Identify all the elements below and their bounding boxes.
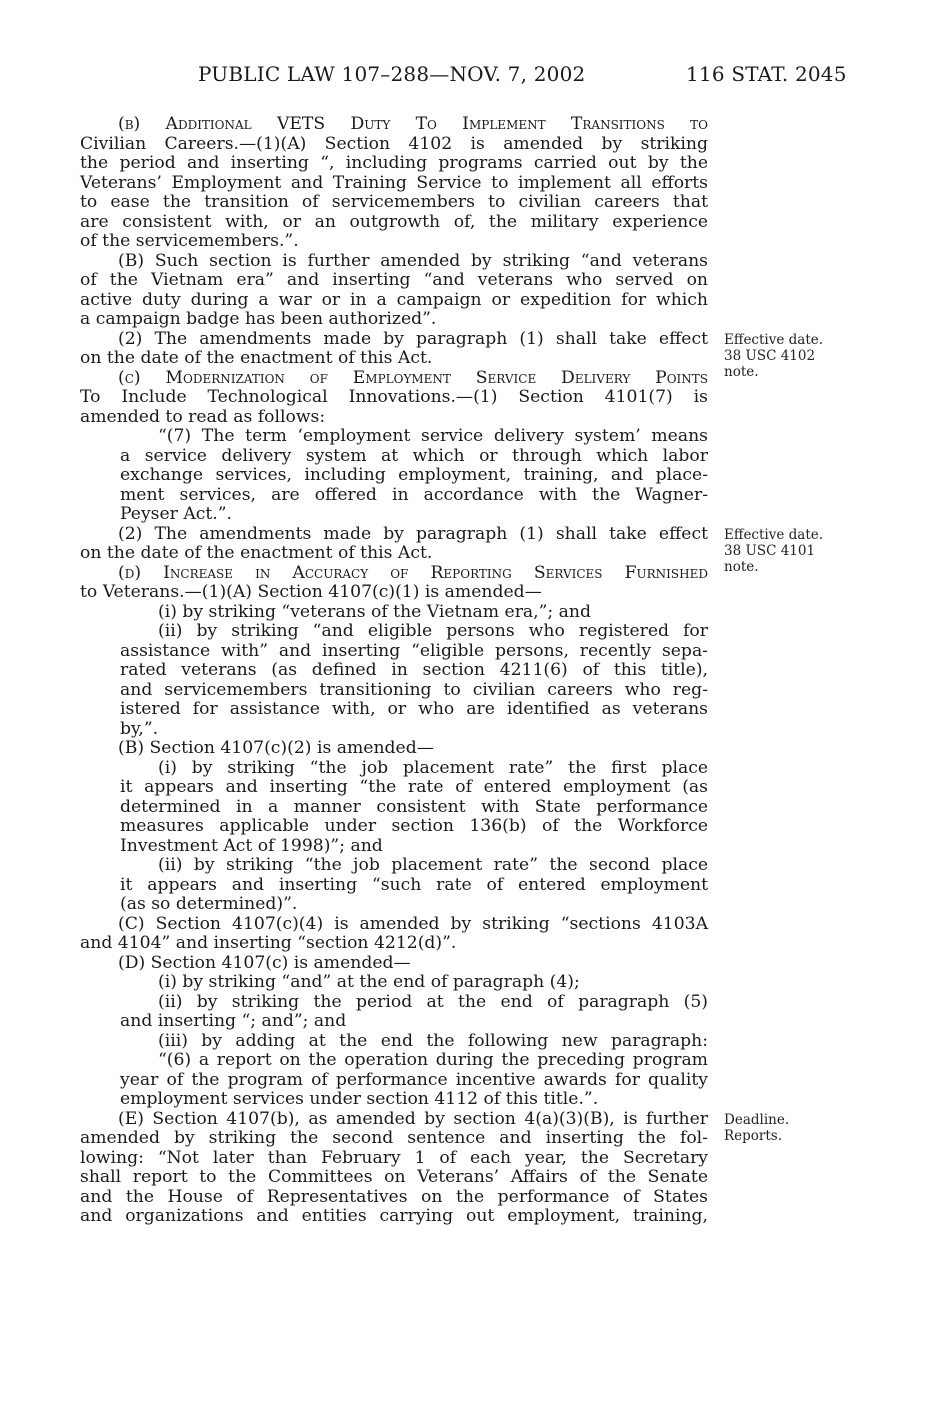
text-line: (i) by striking “and” at the end of paragraph (4); [158,972,580,992]
running-head-stat: 116 STAT. 2045 [686,62,847,86]
text-line: rated veterans (as defined in section 4211(6) of this title), [120,660,708,680]
text-line: measures applicable under section 136(b) of the Workforce [120,816,708,836]
margin-note-line: Deadline. [724,1111,790,1128]
text-line: a campaign badge has been authorized”. [80,309,437,329]
margin-note-line: 38 USC 4102 [724,347,816,364]
text-line: amended to read as follows: [80,406,326,427]
text-line: “(7) The term ‘employment service delivery system’ means [158,426,708,446]
text-line: a service delivery system at which or through which labor [120,445,708,466]
text-line: year of the program of performance incentive awards for quality [120,1069,708,1090]
text-line: (b) Additional VETS Duty To Implement Transitions to [118,114,708,134]
running-head-title: PUBLIC LAW 107–288—NOV. 7, 2002 [198,62,586,86]
text-line: and the House of Representatives on the performance of States [80,1186,708,1207]
text-line: (d) Increase in Accuracy of Reporting Services Furnished [118,562,708,583]
text-line: by,”. [120,718,159,739]
text-line: (B) Such section is further amended by striking “and veterans [118,250,708,271]
margin-note [724,527,823,575]
text-line: ment services, are offered in accordance with the Wagner- [120,484,708,505]
text-line: exchange services, including employment, training, and place- [120,465,708,485]
text-line: and servicemembers transitioning to civilian careers who reg- [120,679,708,700]
text-line: Veterans’ Employment and Training Service to implement all efforts [80,172,708,193]
text-line: it appears and inserting “the rate of entered employment (as [120,777,708,797]
text-line: (2) The amendments made by paragraph (1) shall take effect [118,328,708,349]
text-line: (c) Modernization of Employment Service Delivery Points [118,367,708,388]
text-line: and inserting “; and”; and [120,1011,347,1031]
text-line: lowing: “Not later than February 1 of each year, the Secretary [80,1147,708,1168]
text-line: of the Vietnam era” and inserting “and veterans who served on [80,270,708,290]
text-line: (ii) by striking the period at the end of paragraph (5) [158,991,708,1012]
text-line: (i) by striking “the job placement rate” the first place [158,757,708,778]
text-line: assistance with” and inserting “eligible persons, recently sepa- [120,640,708,661]
text-line: (C) Section 4107(c)(4) is amended by striking “sections 4103A [118,913,708,934]
text-line: shall report to the Committees on Veterans’ Affairs of the Senate [80,1167,708,1187]
margin-note [724,332,823,380]
text-line: to ease the transition of servicemembers to civilian careers that [80,192,708,212]
text-line: (E) Section 4107(b), as amended by section 4(a)(3)(B), is further [118,1108,708,1129]
text-line: on the date of the enactment of this Act. [80,543,433,563]
margin-note-line: note. [724,363,759,380]
text-line: employment services under section 4112 of this title.”. [120,1089,599,1109]
text-line: “(6) a report on the operation during the preceding program [158,1050,708,1070]
text-line: Civilian Careers.—(1)(A) Section 4102 is amended by striking [80,133,708,154]
text-line: (i) by striking “veterans of the Vietnam era,”; and [158,601,592,622]
text-line: (B) Section 4107(c)(2) is amended— [118,738,434,758]
text-line: the period and inserting “, including programs carried out by the [80,153,708,173]
text-line: active duty during a war or in a campaign or expedition for which [80,289,708,310]
text-line: (as so determined)”. [120,894,298,914]
text-line: it appears and inserting “such rate of entered employment [120,874,708,895]
text-line: (2) The amendments made by paragraph (1) shall take effect [118,523,708,544]
margin-note-line: Reports. [724,1127,783,1144]
margin-note-line: 38 USC 4101 [724,542,816,559]
text-line: Investment Act of 1998)”; and [120,835,383,856]
text-line: amended by striking the second sentence and inserting the fol- [80,1128,708,1148]
text-line: istered for assistance with, or who are identified as veterans [120,699,708,719]
margin-note-line: Effective date. [724,331,824,348]
text-line: (ii) by striking “the job placement rate” the second place [158,855,708,875]
text-line: Peyser Act.”. [120,504,233,524]
text-line: on the date of the enactment of this Act. [80,348,433,368]
statute-text [80,115,708,1227]
text-line: and 4104” and inserting “section 4212(d)”. [80,933,457,953]
text-line: To Include Technological Innovations.—(1) Section 4101(7) is [80,387,708,407]
text-line: (ii) by striking “and eligible persons who registered for [158,621,708,641]
text-line: to Veterans.—(1)(A) Section 4107(c)(1) is amended— [80,582,542,602]
text-line: determined in a manner consistent with State performance [120,796,708,817]
margin-note-line: note. [724,558,759,575]
text-line: (D) Section 4107(c) is amended— [118,952,411,973]
text-line: of the servicemembers.”. [80,231,299,251]
margin-note [724,1112,789,1144]
text-line: (iii) by adding at the end the following new paragraph: [158,1030,708,1051]
margin-note-line: Effective date. [724,526,824,543]
text-line: are consistent with, or an outgrowth of, the military experience [80,211,708,232]
text-line: and organizations and entities carrying out employment, training, [80,1206,708,1226]
